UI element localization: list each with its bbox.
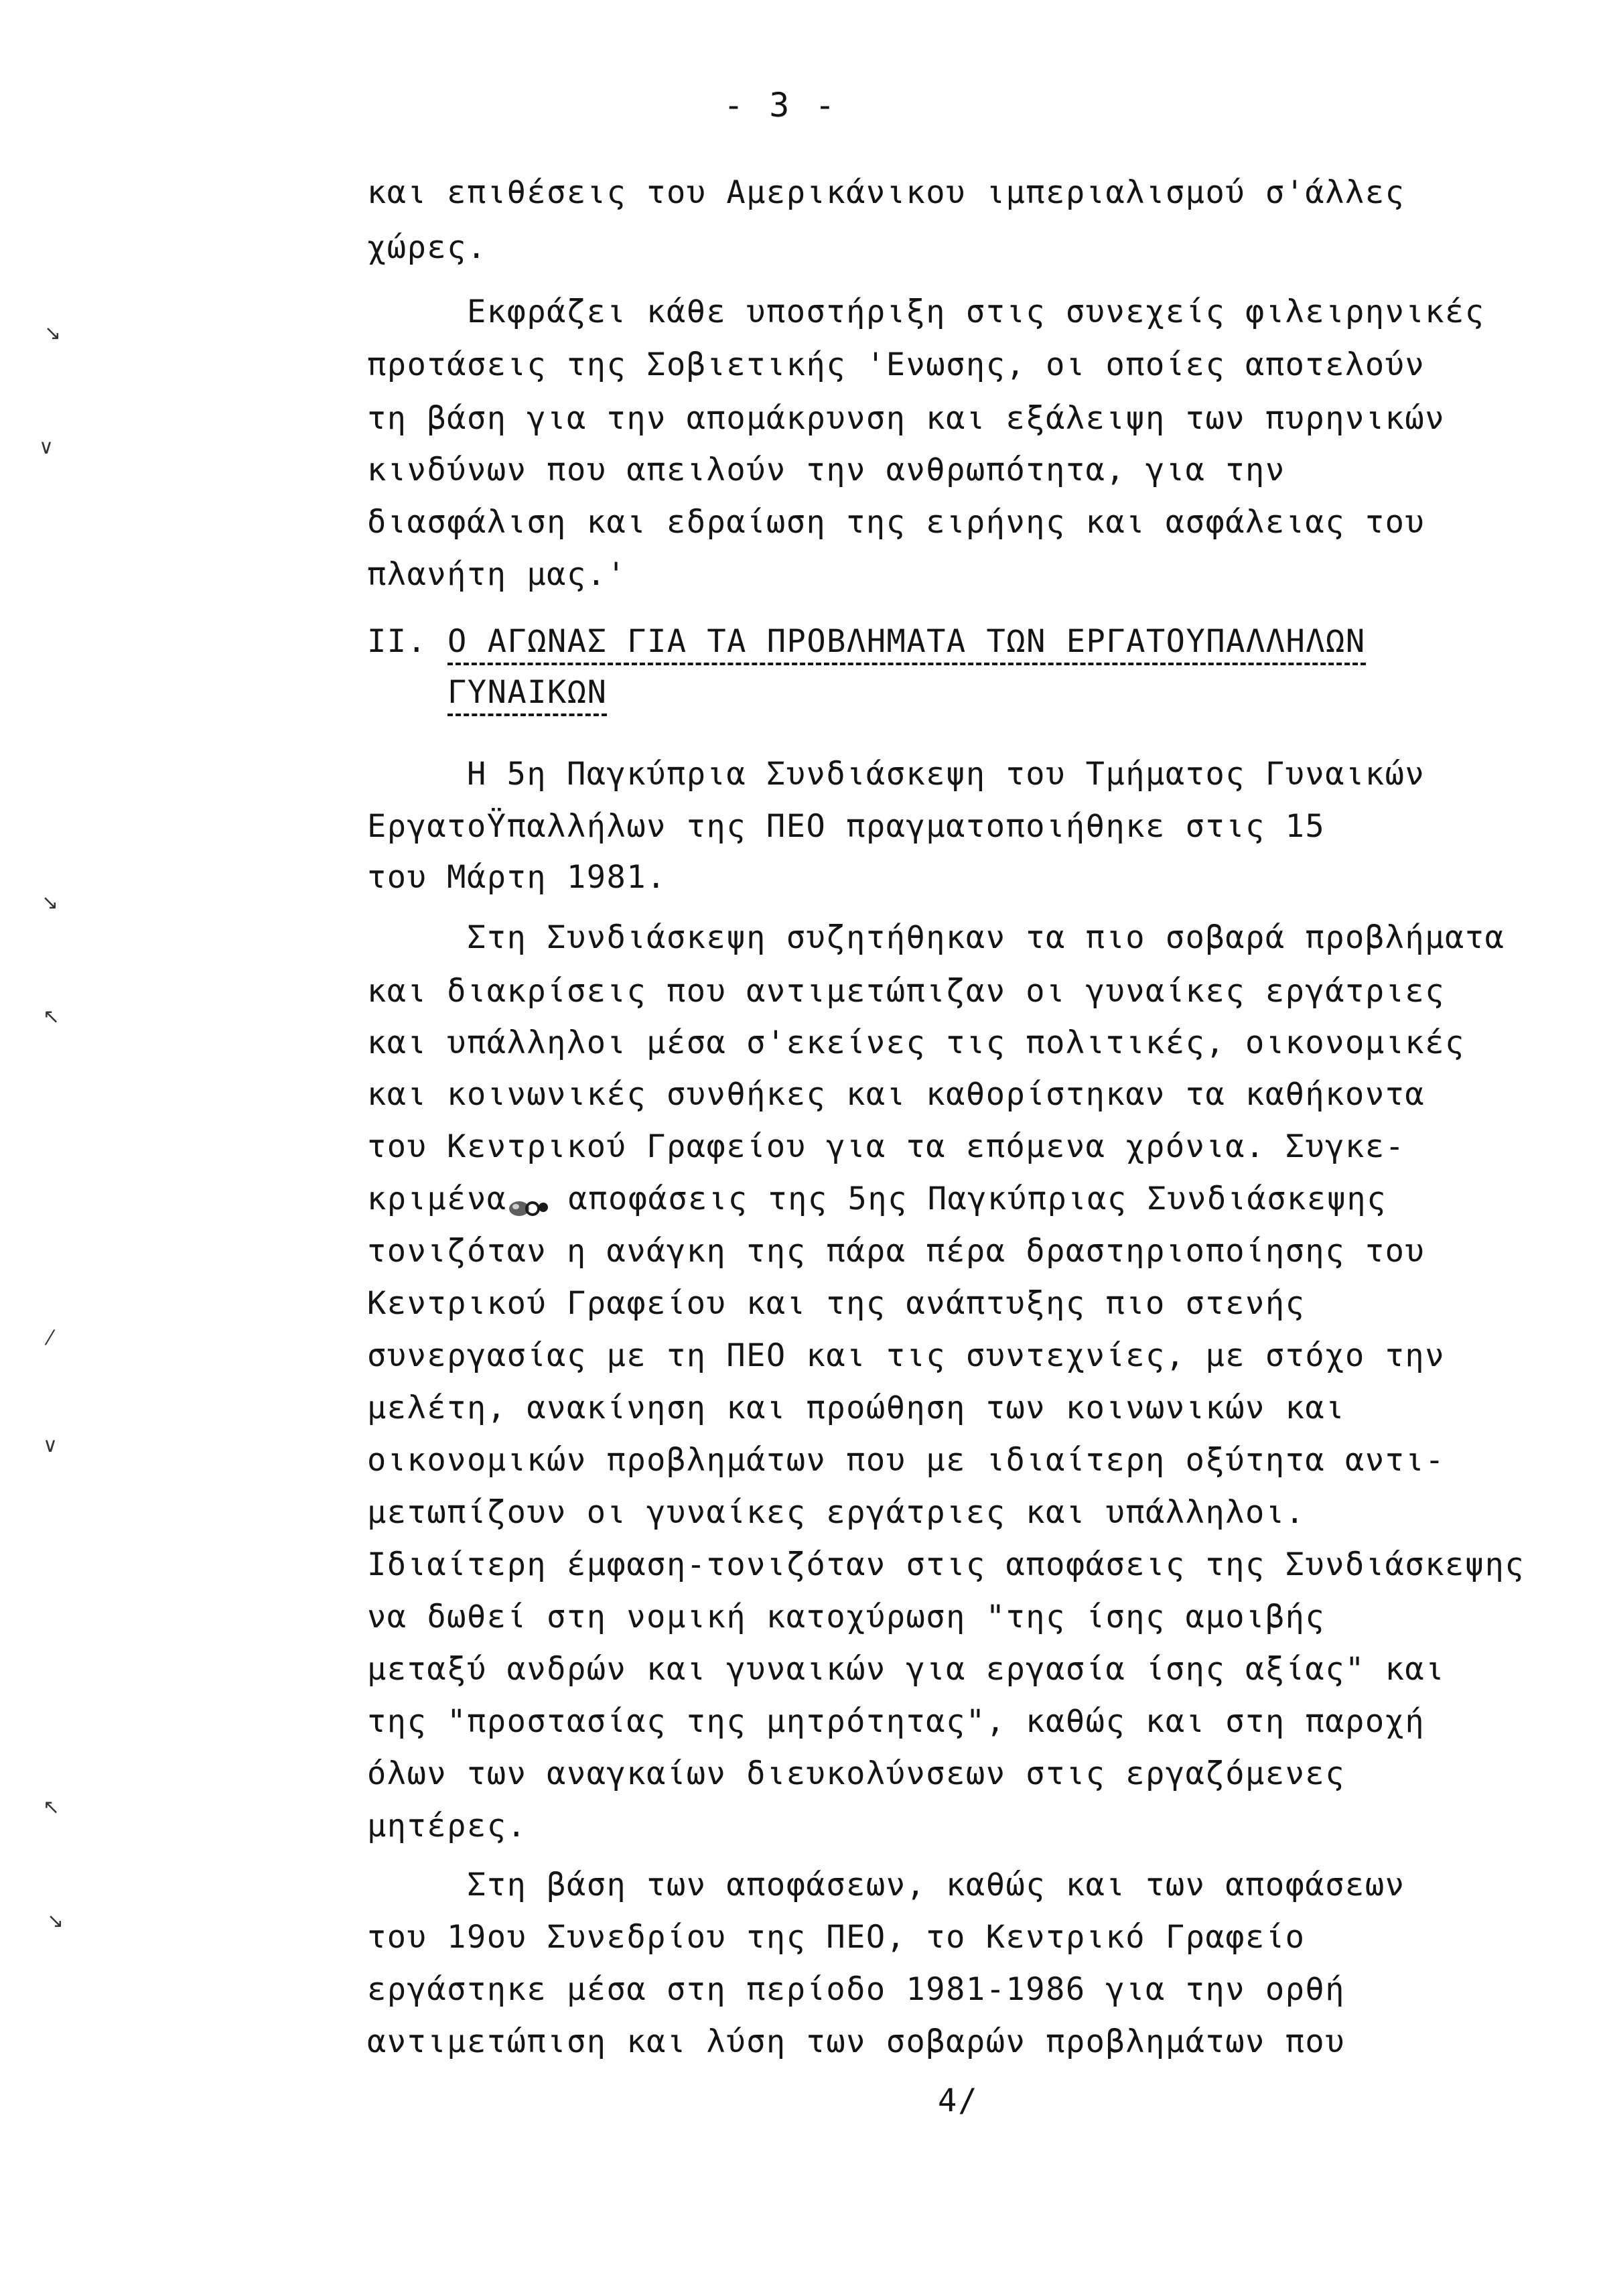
text-line: διασφάλιση και εδραίωση της ειρήνης και ασφάλειας του — [367, 504, 1425, 541]
text-line: και διακρίσεις που αντιμετώπιζαν οι γυναίκες εργάτριες — [367, 973, 1446, 1010]
section-heading-line2: ΓΥΝΑΙΚΩΝ — [447, 674, 607, 716]
ink-smudge-icon — [507, 1189, 549, 1213]
scan-speck-icon: ↘ — [42, 891, 59, 915]
text-line: και κοινωνικές συνθήκες και καθορίστηκαν τα καθήκοντα — [367, 1076, 1425, 1113]
scan-speck-icon: ↘ — [44, 322, 62, 345]
text-line: τονιζόταν η ανάγκη της πάρα πέρα δραστηριοποίησης του — [367, 1233, 1425, 1270]
text-line: Εκφράζει κάθε υποστήριξη στις συνεχείς φιλειρηνικές — [367, 293, 1485, 330]
text-fragment: κριμένα — [367, 1180, 507, 1217]
text-line: μεταξύ ανδρών και γυναικών για εργασία ίσης αξίας" και — [367, 1651, 1446, 1688]
text-line: ΕργατοΫπαλλήλων της ΠΕΟ πραγματοποιήθηκε στις 15 — [367, 808, 1326, 845]
text-line-with-stamp — [367, 1179, 1387, 1219]
text-line: τη βάση για την απομάκρυνση και εξάλειψη των πυρηνικών — [367, 400, 1446, 437]
text-line: οικονομικών προβλημάτων που με ιδιαίτερη οξύτητα αντι- — [367, 1442, 1446, 1479]
text-line: του Μάρτη 1981. — [367, 859, 667, 896]
page-number: - 3 - — [723, 86, 838, 125]
text-line: Στη βάση των αποφάσεων, καθώς και των αποφάσεων — [367, 1867, 1405, 1903]
text-line: Στη Συνδιάσκεψη συζητήθηκαν τα πιο σοβαρά προβλήματα — [367, 919, 1505, 956]
text-line: χώρες. — [367, 229, 487, 266]
text-line: μετωπίζουν οι γυναίκες εργάτριες και υπάλληλοι. — [367, 1494, 1306, 1531]
text-line: και υπάλληλοι μέσα σ'εκείνες τις πολιτικές, οικονομικές — [367, 1024, 1465, 1061]
text-line: μητέρες. — [367, 1808, 527, 1844]
text-line: του 19ου Συνεδρίου της ΠΕΟ, το Κεντρικό Γραφείο — [367, 1919, 1306, 1956]
text-line: συνεργασίας με τη ΠΕΟ και τις συντεχνίες, με στόχο την — [367, 1337, 1446, 1374]
section-numeral: II. — [367, 623, 427, 660]
section-heading-line1: Ο ΑΓΩΝΑΣ ΓΙΑ ΤΑ ΠΡΟΒΛΗΜΑΤΑ ΤΩΝ ΕΡΓΑΤΟΥΠΑΛΛΗΛΩΝ — [447, 623, 1366, 665]
scan-speck-icon: ↘ — [47, 1909, 64, 1933]
text-line: να δωθεί στη νομική κατοχύρωση "της ίσης αμοιβής — [367, 1599, 1326, 1635]
text-line: πλανήτη μας.' — [367, 556, 627, 593]
scan-speck-icon: ∨ — [39, 435, 54, 459]
text-line: αντιμετώπιση και λύση των σοβαρών προβλημάτων που — [367, 2023, 1346, 2060]
scan-speck-icon: ↖ — [43, 1005, 60, 1028]
text-line: Η 5η Παγκύπρια Συνδιάσκεψη του Τμήματος Γυναικών — [367, 756, 1425, 793]
scan-speck-icon: ↖ — [43, 1796, 60, 1819]
text-line: εργάστηκε μέσα στη περίοδο 1981-1986 για την ορθή — [367, 1971, 1346, 2008]
text-line: και επιθέσεις του Αμερικάνικου ιμπεριαλισμού σ'άλλες — [367, 174, 1405, 211]
text-line: Ιδιαίτερη έμφαση-τονιζόταν στις αποφάσεις της Συνδιάσκεψης — [367, 1546, 1525, 1583]
text-line: του Κεντρικού Γραφείου για τα επόμενα χρόνια. Συγκε- — [367, 1128, 1405, 1165]
text-line: της "προστασίας της μητρότητας", καθώς και στη παροχή — [367, 1703, 1425, 1740]
text-line: Κεντρικού Γραφείου και της ανάπτυξης πιο στενής — [367, 1285, 1306, 1322]
continuation-page-marker: 4/ — [938, 2082, 979, 2119]
text-line: προτάσεις της Σοβιετικής 'Ενωσης, οι οποίες αποτελούν — [367, 346, 1425, 383]
text-line: μελέτη, ανακίνηση και προώθηση των κοινωνικών και — [367, 1390, 1346, 1426]
text-line: κινδύνων που απειλούν την ανθρωπότητα, για την — [367, 452, 1285, 488]
scan-speck-icon: ⁄ — [48, 1327, 52, 1350]
text-fragment: αποφάσεις της 5ης Παγκύπριας Συνδιάσκεψης — [548, 1180, 1387, 1217]
text-line: όλων των αναγκαίων διευκολύνσεων στις εργαζόμενες — [367, 1755, 1346, 1792]
scan-speck-icon: ∨ — [43, 1434, 58, 1457]
